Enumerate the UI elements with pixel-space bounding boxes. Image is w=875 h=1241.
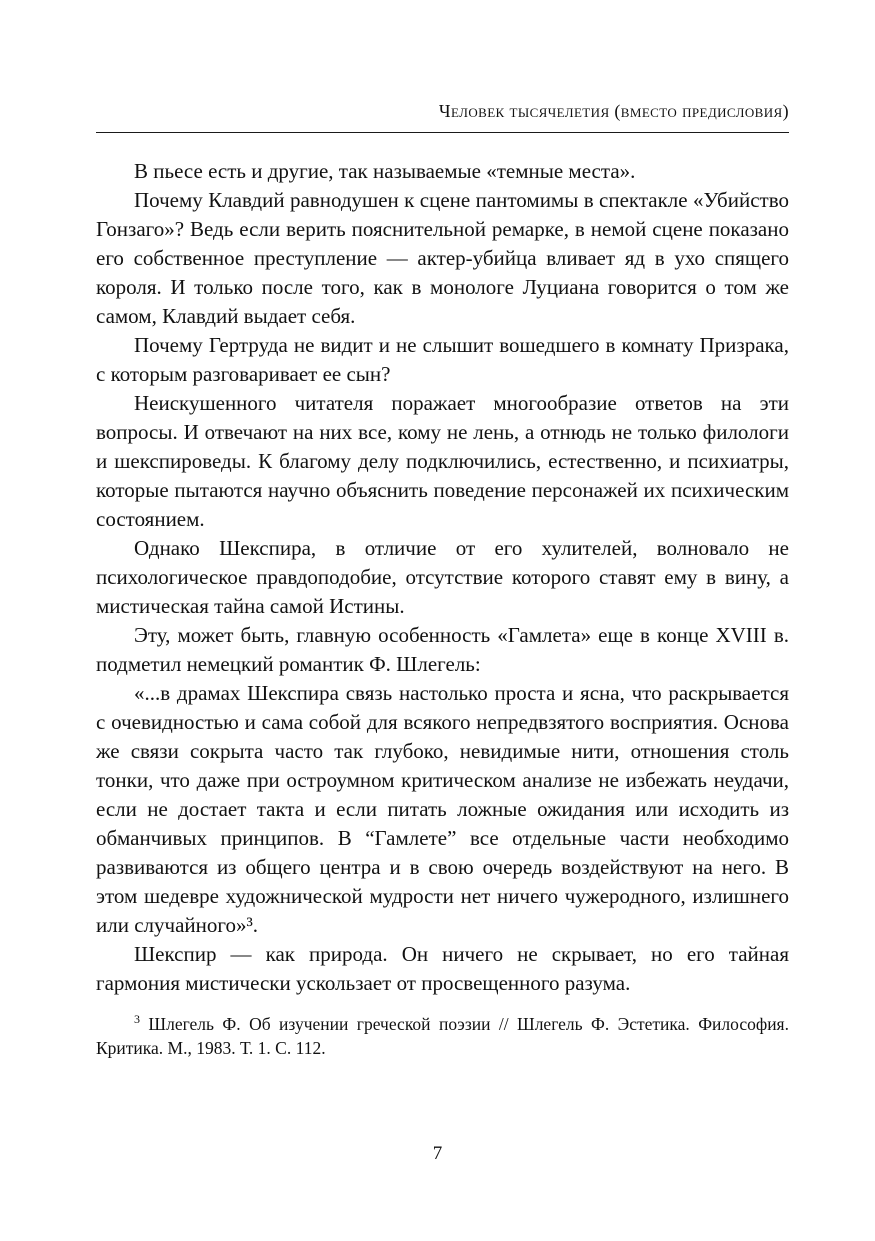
paragraph: Неискушенного читателя поражает многообразие ответов на эти вопросы. И отвечают на них все, кому не лень, а отнюдь не только филологи и шекспироведы. К благому делу подключились, естественно, и психиатры, которые пытаются научно объяснить поведение персонажей их психическим состоянием. [96,391,789,531]
running-header: Человек тысячелетия (вместо предисловия) [96,100,789,133]
paragraph: Эту, может быть, главную особенность «Гамлета» еще в конце XVIII в. подметил немецкий романтик Ф. Шлегель: [96,623,789,676]
text-block [96,100,789,1060]
page-number: 7 [432,1143,443,1164]
paragraph: Почему Клавдий равнодушен к сцене пантомимы в спектакле «Убийство Гонзаго»? Ведь если верить пояснительной ремарке, в немой сцене показано его собственное преступление — актер-убийца вливает яд в ухо спящего короля. И только после того, как в монологе Луциана говорится о том же самом, Клавдий выдает себя. [96,188,789,328]
paragraph: «...в драмах Шекспира связь настолько проста и ясна, что раскрывается с очевидностью и сама собой для всякого непредвзятого восприятия. Основа же связи сокрыта часто так глубоко, невидимые нити, отношения столь тонки, что даже при остроумном критическом анализе не избежать неудачи, если не достает такта и если питать ложные ожидания или исходить из обманчивых принципов. В “Гамлете” все отдельные части необходимо развиваются из общего центра и в свою очередь воздействуют на него. В этом шедевре художнической мудрости нет ничего чужеродного, излишнего или случайного»³. [96,681,789,937]
body-text [96,157,789,998]
paragraph: Однако Шекспира, в отличие от его хулителей, волновало не психологическое правдоподобие, отсутствие которого ставят ему в вину, а мистическая тайна самой Истины. [96,536,789,618]
footnote-marker: 3 [134,1012,140,1027]
footnote-text: Шлегель Ф. Об изучении греческой поэзии // Шлегель Ф. Эстетика. Философия. Критика. М., 1983. Т. 1. С. 112. [96,1014,789,1058]
paragraph: Шекспир — как природа. Он ничего не скрывает, но его тайная гармония мистически ускользает от просвещенного разума. [96,942,789,995]
paragraph: В пьесе есть и другие, так называемые «темные места». [134,159,636,183]
footnote [96,1012,789,1060]
paragraph: Почему Гертруда не видит и не слышит вошедшего в комнату Призрака, с которым разговаривает ее сын? [96,333,789,386]
